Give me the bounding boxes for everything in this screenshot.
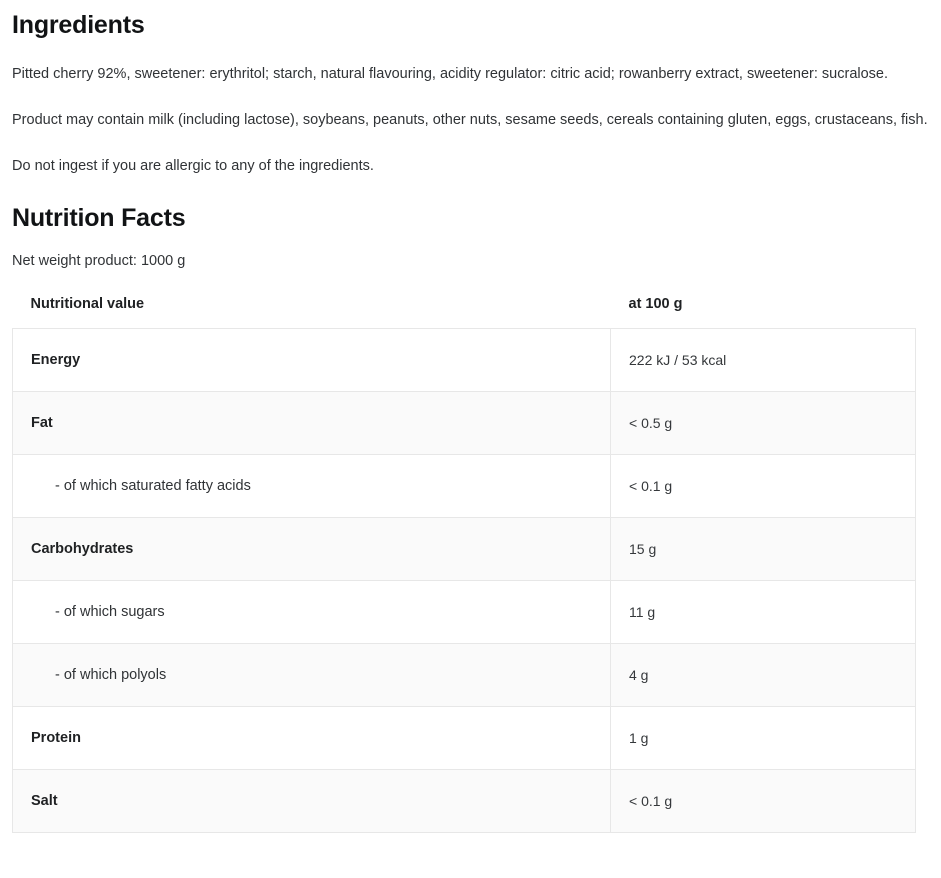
table-row: [13, 455, 916, 518]
nutrient-name-cell: Carbohydrates: [13, 518, 611, 581]
nutrient-name-cell: - of which polyols: [13, 644, 611, 707]
column-header-nutritional-value: Nutritional value: [30, 296, 145, 312]
ingredients-heading: Ingredients: [12, 11, 145, 39]
allergen-paragraph: Product may contain milk (including lactose), soybeans, peanuts, other nuts, sesame seeds, cereals containing gluten, eggs, crustaceans, fish.: [12, 112, 928, 128]
nutrient-name-cell: Salt: [13, 770, 611, 833]
nutrient-value-cell: < 0.5 g: [611, 392, 916, 455]
allergy-warning-paragraph: Do not ingest if you are allergic to any of the ingredients.: [12, 158, 374, 174]
table-row: [13, 644, 916, 707]
nutrition-table-body: [13, 329, 916, 833]
ingredients-paragraph: Pitted cherry 92%, sweetener: erythritol; starch, natural flavouring, acidity regulator: citric acid; rowanberry extract, sweetener: sucralose.: [12, 66, 889, 82]
table-row: [13, 770, 916, 833]
nutrient-value-cell: 15 g: [611, 518, 916, 581]
spacer: [12, 233, 929, 249]
table-row: [13, 518, 916, 581]
table-row: [13, 581, 916, 644]
nutrient-name-cell: - of which sugars: [13, 581, 611, 644]
nutrition-table: [12, 296, 916, 833]
nutrient-name-cell: - of which saturated fatty acids: [13, 455, 611, 518]
nutrient-value-cell: 1 g: [611, 707, 916, 770]
spacer: [12, 40, 929, 62]
spacer: [12, 274, 929, 296]
table-row: [13, 329, 916, 392]
nutrition-table-header: [13, 296, 916, 329]
net-weight-text: Net weight product: 1000 g: [12, 253, 186, 269]
table-row: [13, 707, 916, 770]
spacer: [12, 87, 929, 108]
nutrient-value-cell: 222 kJ / 53 kcal: [611, 329, 916, 392]
spacer: [12, 179, 929, 203]
table-row: [13, 392, 916, 455]
column-header-at-100g: at 100 g: [628, 296, 683, 312]
nutrient-name-cell: Protein: [13, 707, 611, 770]
table-header-row: [13, 296, 916, 329]
spacer: [12, 133, 929, 154]
nutrient-name-cell: Fat: [13, 392, 611, 455]
nutrient-value-cell: 4 g: [611, 644, 916, 707]
nutrient-name-cell: Energy: [13, 329, 611, 392]
nutrient-value-cell: 11 g: [611, 581, 916, 644]
nutrient-value-cell: < 0.1 g: [611, 770, 916, 833]
nutrient-value-cell: < 0.1 g: [611, 455, 916, 518]
nutrition-facts-heading: Nutrition Facts: [12, 204, 186, 232]
